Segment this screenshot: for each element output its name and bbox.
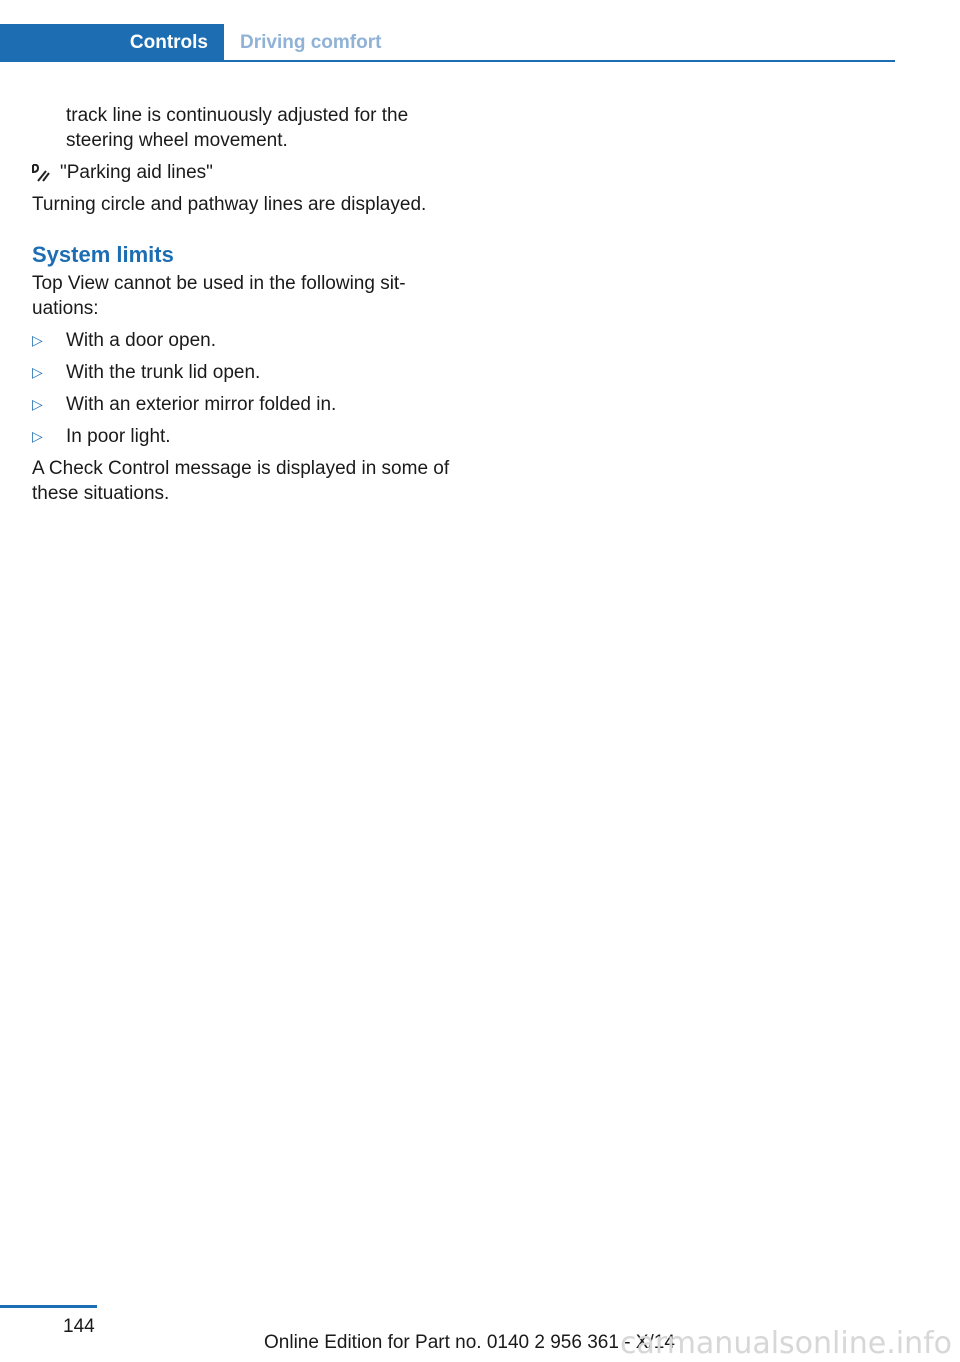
tab-controls: Controls xyxy=(0,24,224,62)
triangle-bullet-icon: ▷ xyxy=(32,364,43,380)
list-item-text: With a door open. xyxy=(66,330,216,351)
paragraph-turning-circle: Turning circle and pathway lines are displayed. xyxy=(32,194,427,215)
section-heading-system-limits: System limits xyxy=(32,242,174,267)
parking-aid-lines-label: "Parking aid lines" xyxy=(60,162,213,183)
list-item xyxy=(32,360,452,385)
list-item-text: With an exterior mirror folded in. xyxy=(66,394,337,415)
parking-aid-lines-row xyxy=(32,160,452,185)
page-number: 144 xyxy=(63,1316,95,1337)
list-item xyxy=(32,328,452,353)
triangle-bullet-icon: ▷ xyxy=(32,428,43,444)
paragraph-check-control: A Check Control message is displayed in some of these situations. xyxy=(32,458,450,504)
parking-aid-lines-icon xyxy=(32,164,50,182)
page-content xyxy=(32,103,452,506)
list-item-text: With the trunk lid open. xyxy=(66,362,261,383)
watermark: carmanualsonline.info xyxy=(620,1326,952,1361)
bullet-list xyxy=(32,328,452,449)
footer-edition: Online Edition for Part no. 0140 2 956 361 - X/14 xyxy=(264,1332,675,1353)
triangle-bullet-icon: ▷ xyxy=(32,332,43,348)
triangle-bullet-icon: ▷ xyxy=(32,396,43,412)
list-item-text: In poor light. xyxy=(66,426,171,447)
list-item xyxy=(32,424,452,449)
header-bar xyxy=(0,24,895,62)
tab-driving-comfort: Driving comfort xyxy=(240,32,382,53)
footer-divider xyxy=(0,1305,97,1308)
paragraph-intro: Top View cannot be used in the following sit-uations: xyxy=(32,273,406,319)
paragraph-track-line: track line is continuously adjusted for the steering wheel movement. xyxy=(66,105,409,151)
list-item xyxy=(32,392,452,417)
